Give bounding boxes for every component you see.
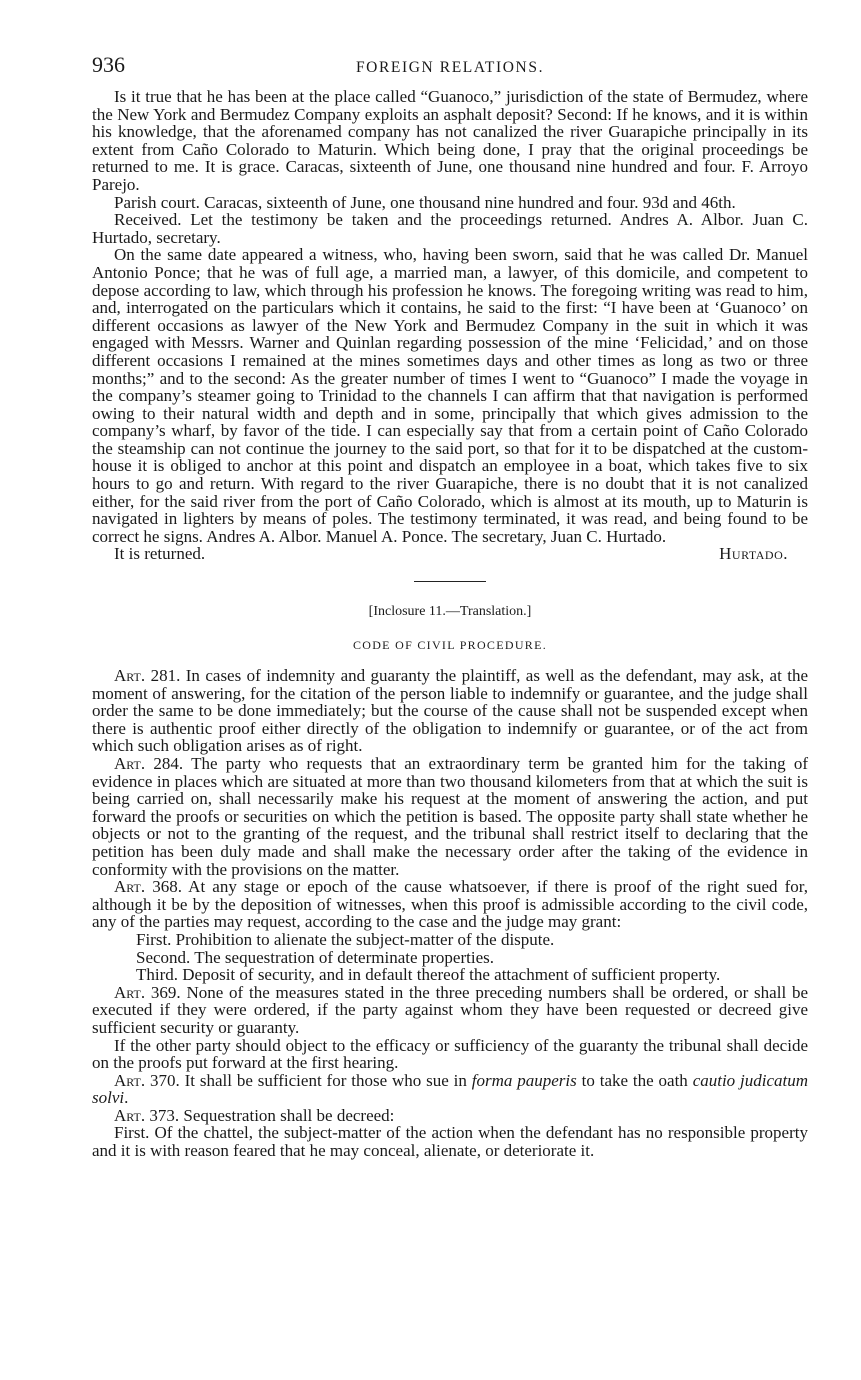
list-item: First. Prohibition to alienate the subject-matter of the dispute. (136, 929, 555, 949)
list-item: Third. Deposit of security, and in default thereof the attachment of sufficient property. (136, 965, 721, 985)
closing-text: It is returned. (114, 544, 206, 564)
list-item: Second. The sequestration of determinate properties. (136, 947, 494, 967)
testimony-paragraph: On the same date appeared a witness, who, having been sworn, said that he was called Dr. Manuel Antonio Ponce; that he was of full age, a married man, a lawyer, of this domicile, and competent to depose according to law, which through his profession he knows. The foregoing writing was read to him, and, interrogated on the particulars which it contains, he said to the first: “I have been at ‘Guanoco’ on different occasions as lawyer of the New York and Bermudez Company in the suit in which it was engaged with Messrs. Warner and Quinlan regarding possession of the mine ‘Felicidad,’ and on those different occasions I remained at the mines sometimes days and other times as long as two or three months;” and to the second: As the greater number of times I went to “Guanoco” I made the voyage in the company’s steamer going to Trinidad to the channels I can affirm that that navigation is performed owing to their natural width and depth and in some, principally that which gives admission to the company’s wharf, by favor of the tide. I can especially say that from a certain point of Caño Colorado the steamship can not continue the journey to the said port, so that for it to be dispatched at the custom-house it is obliged to anchor at this point and dispatch an employee in a boat, which takes five to six hours to go and return. With regard to the river Guarapiche, there is no doubt that it is not canalized either, for the said river from the port of Caño Colorado, which is almost at its mouth, up to Maturin is navigated in lighters by means of poles. The testimony terminated, it was read, and being found to be correct he signs. Andres A. Albor. Manuel A. Ponce. The secretary, Juan C. Hurtado. (92, 245, 808, 546)
article-373-first: First. Of the chattel, the subject-matter of the action when the defendant has no responsible property and it is with reason feared that he may conceal, alienate, or deteriorate it. (92, 1123, 808, 1161)
article-281 (92, 667, 808, 755)
article-369-followup: If the other party should object to the efficacy or sufficiency of the guaranty the tribunal shall decide on the proofs put forward at the first hearing. (92, 1035, 808, 1073)
article-284 (92, 755, 808, 878)
testimony-paragraph: Is it true that he has been at the place called “Guanoco,” jurisdiction of the state of Bermudez, where the New York and Bermudez Company exploits an asphalt deposit? Second: If he knows, and it is within his knowledge, that the aforenamed company has not canalized the river Guarapiche principally in its extent from Caño Colorado to Maturin. Which being done, I pray that the original proceedings be returned to me. It is grace. Caracas, sixteenth of June, one thousand nine hundred and four. F. Arroyo Parejo. (92, 87, 808, 194)
article-label: Art. 369. (114, 982, 181, 1002)
page-header (92, 52, 808, 88)
page-number: 936 (92, 52, 125, 77)
article-label: Art. 284. (114, 754, 184, 773)
document-page (92, 52, 808, 1160)
article-text: Sequestration shall be decreed: (183, 1105, 395, 1125)
inclosure-heading: [Inclosure 11.—Translation.] (368, 604, 532, 620)
signature: Hurtado. (719, 544, 788, 564)
article-373 (92, 1107, 808, 1125)
section-title: CODE OF CIVIL PROCEDURE. (352, 638, 548, 653)
closing-line (92, 545, 808, 563)
article-label: Art. 370. (114, 1070, 180, 1090)
article-text: None of the measures stated in the three preceding numbers shall be ordered, or shall be executed if they were ordered, if the party against whom they have been requested or decreed give sufficient security or guaranty. (92, 982, 808, 1037)
article-370 (92, 1072, 808, 1107)
article-369 (92, 984, 808, 1037)
article-text: In cases of indemnity and guaranty the plaintiff, as well as the defendant, may ask, at the moment of answering, for the citation of the person liable to indemnify or guarantee, and the judge shall order the same to be done immediately; but the course of the cause shall not be suspended except when there is authentic proof either directly of the obligation to indemnify or guarantee, or of the act from which such obligation arises as of right. (92, 666, 809, 756)
testimony-paragraph: Received. Let the testimony be taken and the proceedings returned. Andres A. Albor. Juan C. Hurtado, secretary. (92, 210, 808, 247)
article-text: to take the oath (581, 1070, 688, 1090)
article-text: It shall be sufficient for those who sue in (184, 1070, 467, 1090)
testimony-paragraph: Parish court. Caracas, sixteenth of June, one thousand nine hundred and four. 93d and 46th. (114, 192, 736, 212)
code-articles (92, 667, 808, 1160)
article-label: Art. 368. (114, 877, 182, 897)
article-label: Art. 281. (114, 666, 181, 686)
running-title: FOREIGN RELATIONS. (355, 59, 545, 76)
article-text: At any stage or epoch of the cause whatsoever, if there is proof of the right sued for, although it be by the deposition of witnesses, when this proof is admissible according to the civil code, any of the parties may request, according to the case and the judge may grant: (92, 877, 808, 932)
article-text: . (124, 1088, 129, 1108)
article-text: The party who requests that an extraordinary term be granted him for the taking of evidence in places which are situated at more than two thousand kilometers from that at which the suit is being carried on, shall necessarily make his request at the moment of answering the action, and put forward the proofs or securities on which the petition is based. The opposite party shall state whether he objects or not to the granting of the request, and the tribunal shall restrict itself to declaring that the petition has been duly made and shall make the necessary order after the taking of the evidence in conformity with the provisions on the matter. (92, 754, 809, 879)
article-label: Art. 373. (114, 1105, 180, 1125)
latin-term: cautio judicatum solvi (92, 1070, 809, 1108)
article-368 (92, 878, 808, 931)
section-divider (414, 581, 486, 582)
latin-term: forma pauperis (471, 1070, 577, 1090)
testimony-section (92, 88, 808, 563)
